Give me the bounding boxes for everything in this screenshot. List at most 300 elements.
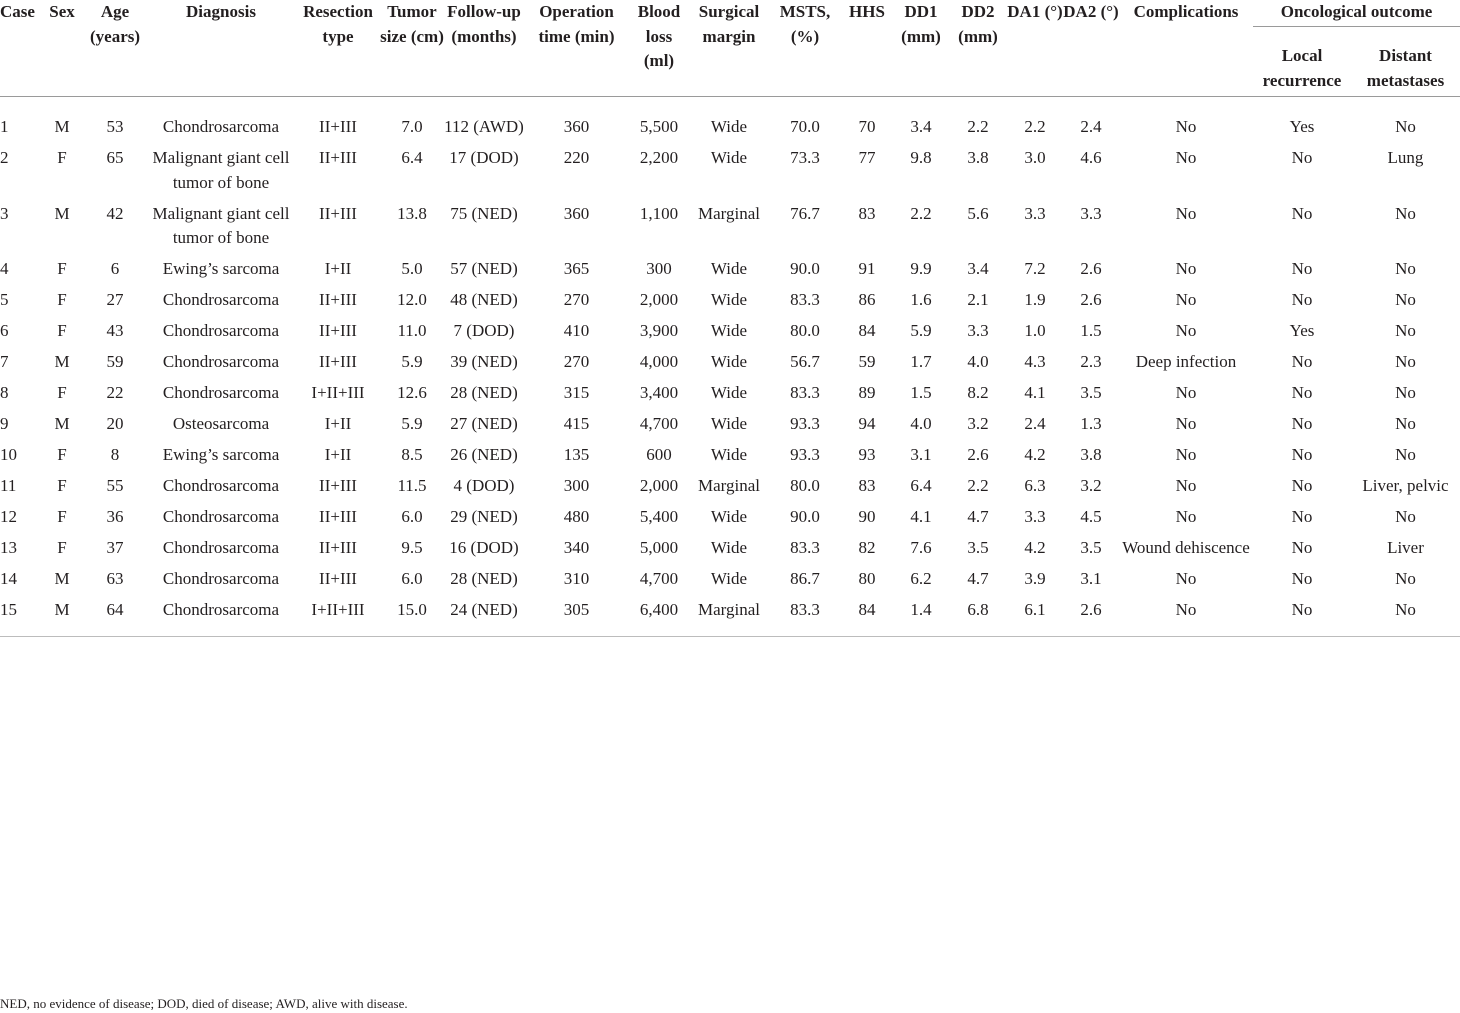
cell-tumor-size: 15.0 <box>380 598 444 636</box>
header-resection-type: Resection type <box>296 0 380 97</box>
header-case: Case <box>0 0 40 97</box>
cell-tumor-size: 6.0 <box>401 507 423 526</box>
cell-dd2: 2.6 <box>967 445 989 464</box>
cell-tumor-size: 12.0 <box>397 290 427 309</box>
cell-blood-loss: 300 <box>646 259 672 278</box>
cell-blood-loss: 3,400 <box>639 383 679 402</box>
cell-dd1: 6.2 <box>910 569 932 588</box>
cell-complications: No <box>1175 507 1197 526</box>
table-row <box>0 319 1460 350</box>
cell-local-recurrence: Yes <box>1289 117 1315 136</box>
cell-surgical-margin: Wide <box>710 569 748 588</box>
cell-sex: F <box>57 476 67 495</box>
cell-dd2: 4.7 <box>967 569 989 588</box>
cell-surgical-margin: Wide <box>710 321 748 340</box>
cell-operation-time: 270 <box>563 290 590 309</box>
cell-local-recurrence: No <box>1291 383 1313 402</box>
cell-case: 13 <box>0 538 17 557</box>
cell-dd1: 3.1 <box>910 445 932 464</box>
cell-distant-metastases: No <box>1395 569 1416 588</box>
cell-operation-time: 135 <box>563 445 590 464</box>
cell-tumor-size: 6.0 <box>401 569 423 588</box>
cell-follow-up: 26 (NED) <box>450 445 518 464</box>
cell-operation-time: 340 <box>563 538 590 557</box>
header-tumor-size: Tumor size (cm) <box>380 0 444 97</box>
cell-surgical-margin: Wide <box>710 538 748 557</box>
cell-diagnosis: Chondrosarcoma <box>162 117 280 136</box>
cell-resection-type: I+II <box>324 445 352 464</box>
cell-da2: 3.3 <box>1080 203 1102 223</box>
header-diagnosis: Diagnosis <box>146 0 296 97</box>
cell-complications: Wound dehiscence <box>1122 538 1250 557</box>
cell-local-recurrence: No <box>1253 598 1351 636</box>
cell-hhs: 91 <box>858 259 876 278</box>
cell-distant-metastases: No <box>1395 414 1416 433</box>
cell-da2: 3.8 <box>1080 445 1102 464</box>
cell-da2: 1.3 <box>1080 414 1102 433</box>
cell-dd2: 3.5 <box>967 538 989 557</box>
header-oncological-outcome: Oncological outcome <box>1253 0 1460 27</box>
cell-dd2: 8.2 <box>967 383 989 402</box>
table-row <box>0 257 1460 288</box>
cell-case: 6 <box>0 321 9 340</box>
cell-sex: M <box>40 598 84 636</box>
cell-sex: M <box>54 414 70 433</box>
cell-surgical-margin: Marginal <box>697 476 760 495</box>
cell-dd2: 3.3 <box>967 321 989 340</box>
cell-msts: 83.3 <box>769 598 841 636</box>
cell-complications: No <box>1175 148 1197 167</box>
cell-surgical-margin: Wide <box>710 414 748 433</box>
cell-da1: 4.2 <box>1024 445 1046 464</box>
cell-resection-type: II+III <box>319 476 357 495</box>
table-row <box>0 474 1460 505</box>
header-complications: Complications <box>1119 0 1253 97</box>
cell-distant-metastases: No <box>1395 290 1416 309</box>
cell-complications: No <box>1175 383 1197 402</box>
cell-da2: 2.6 <box>1080 290 1102 309</box>
cell-msts: 83.3 <box>790 383 820 402</box>
cell-distant-metastases: No <box>1395 117 1416 136</box>
cell-complications: No <box>1175 445 1197 464</box>
cell-sex: F <box>57 383 67 402</box>
cell-distant-metastases: No <box>1395 507 1416 526</box>
cell-complications: No <box>1175 290 1197 309</box>
cell-case: 9 <box>0 414 9 433</box>
cell-diagnosis: Chondrosarcoma <box>162 476 280 495</box>
cell-case: 1 <box>0 117 9 136</box>
table-row <box>0 146 1460 202</box>
cell-da2: 1.5 <box>1080 321 1102 340</box>
cell-case: 5 <box>0 290 9 309</box>
cell-distant-metastases: No <box>1351 598 1460 636</box>
cell-dd2: 4.0 <box>967 352 989 371</box>
cell-hhs: 90 <box>858 507 876 526</box>
cell-age: 55 <box>106 476 124 495</box>
cell-blood-loss: 600 <box>646 445 672 464</box>
cell-dd1: 1.6 <box>910 290 932 309</box>
cell-resection-type: I+II+III <box>296 598 380 636</box>
cell-blood-loss: 4,000 <box>639 352 679 371</box>
cell-da1: 2.2 <box>1024 117 1046 136</box>
header-dd1: DD1 (mm) <box>893 0 949 97</box>
cell-local-recurrence: No <box>1291 259 1313 278</box>
header-blood-loss: Blood loss (ml) <box>629 0 689 97</box>
cell-da2: 3.5 <box>1080 383 1102 402</box>
cell-operation-time: 300 <box>563 476 590 495</box>
cell-dd1: 1.7 <box>910 352 932 371</box>
cell-follow-up: 48 (NED) <box>450 290 518 309</box>
cell-hhs: 80 <box>858 569 876 588</box>
cell-operation-time: 360 <box>563 203 590 223</box>
cell-resection-type: II+III <box>319 507 357 526</box>
cell-distant-metastases: No <box>1395 259 1416 278</box>
cell-surgical-margin: Marginal <box>689 598 769 636</box>
table-row <box>0 567 1460 598</box>
cell-age: 37 <box>106 538 124 557</box>
cell-complications: No <box>1175 569 1197 588</box>
cell-blood-loss: 3,900 <box>639 321 679 340</box>
cell-msts: 56.7 <box>790 352 820 371</box>
cell-dd1: 2.2 <box>910 203 932 223</box>
cell-msts: 86.7 <box>790 569 820 588</box>
cell-dd2: 2.1 <box>967 290 989 309</box>
cell-sex: M <box>54 117 70 136</box>
cell-da2: 3.1 <box>1080 569 1102 588</box>
header-local-recurrence: Local recurrence <box>1253 27 1351 97</box>
cell-follow-up: 57 (NED) <box>450 259 518 278</box>
cell-age: 27 <box>106 290 124 309</box>
cell-follow-up: 17 (DOD) <box>449 148 519 167</box>
header-surgical-margin: Surgical margin <box>689 0 769 97</box>
cell-sex: F <box>57 148 67 167</box>
cell-diagnosis: Chondrosarcoma <box>162 569 280 588</box>
header-dd2: DD2 (mm) <box>949 0 1007 97</box>
cell-distant-metastases: No <box>1395 203 1416 223</box>
cell-complications: No <box>1175 259 1197 278</box>
cell-hhs: 93 <box>858 445 876 464</box>
table-row <box>0 288 1460 319</box>
cell-da1: 4.1 <box>1024 383 1046 402</box>
cell-msts: 90.0 <box>790 259 820 278</box>
cell-case: 15 <box>0 598 40 636</box>
cell-tumor-size: 13.8 <box>397 203 427 223</box>
cell-hhs: 94 <box>858 414 876 433</box>
cell-da2: 2.6 <box>1063 598 1119 636</box>
table-row <box>0 381 1460 412</box>
cell-da1: 3.3 <box>1024 507 1046 526</box>
cell-resection-type: I+II <box>324 259 352 278</box>
cell-dd2: 2.2 <box>967 117 989 136</box>
cell-case: 4 <box>0 259 9 278</box>
cell-complications: No <box>1175 414 1197 433</box>
cell-case: 12 <box>0 507 17 526</box>
header-distant-metastases: Distant metastases <box>1351 27 1460 97</box>
cell-case: 10 <box>0 445 17 464</box>
header-hhs: HHS <box>841 0 893 97</box>
table-row <box>0 598 1460 636</box>
cell-resection-type: II+III <box>319 148 357 167</box>
cell-surgical-margin: Wide <box>710 290 748 309</box>
cell-operation-time: 270 <box>563 352 590 371</box>
cell-sex: F <box>57 259 67 278</box>
cell-sex: M <box>54 569 70 588</box>
cell-operation-time: 480 <box>563 507 590 526</box>
cell-da1: 1.0 <box>1024 321 1046 340</box>
cell-dd1: 3.4 <box>910 117 932 136</box>
cell-surgical-margin: Wide <box>710 117 748 136</box>
cell-resection-type: II+III <box>319 117 357 136</box>
cell-age: 65 <box>106 148 124 167</box>
cell-msts: 70.0 <box>790 117 820 136</box>
cell-da1: 3.9 <box>1024 569 1046 588</box>
cell-tumor-size: 7.0 <box>401 117 423 136</box>
table-row <box>0 97 1460 147</box>
cell-age: 22 <box>106 383 124 402</box>
cell-local-recurrence: No <box>1291 507 1313 526</box>
table-body <box>0 97 1460 637</box>
cell-blood-loss: 4,700 <box>639 569 679 588</box>
cell-diagnosis: Chondrosarcoma <box>162 507 280 526</box>
cell-dd2: 3.2 <box>967 414 989 433</box>
cell-blood-loss: 5,000 <box>639 538 679 557</box>
cell-age: 36 <box>106 507 124 526</box>
cell-resection-type: I+II+III <box>311 383 365 402</box>
cell-diagnosis: Ewing’s sarcoma <box>162 259 280 278</box>
cell-resection-type: II+III <box>319 538 357 557</box>
cell-blood-loss: 5,400 <box>639 507 679 526</box>
cell-dd1: 9.9 <box>910 259 932 278</box>
cell-hhs: 83 <box>858 476 876 495</box>
cell-age: 20 <box>106 414 124 433</box>
cell-distant-metastases: Lung <box>1387 148 1424 167</box>
cell-surgical-margin: Wide <box>710 507 748 526</box>
cell-complications: Deep infection <box>1135 352 1237 371</box>
cell-msts: 83.3 <box>790 538 820 557</box>
cell-sex: M <box>54 203 70 223</box>
cell-diagnosis: Osteosarcoma <box>172 414 270 433</box>
cell-diagnosis: Chondrosarcoma <box>162 538 280 557</box>
cell-surgical-margin: Wide <box>710 352 748 371</box>
cell-dd1: 1.4 <box>893 598 949 636</box>
cell-age: 43 <box>106 321 124 340</box>
header-age: Age (years) <box>84 0 146 97</box>
cell-surgical-margin: Wide <box>710 445 748 464</box>
cell-age: 63 <box>106 569 124 588</box>
table-footnote: NED, no evidence of disease; DOD, died of disease; AWD, alive with disease. <box>0 996 408 1011</box>
cell-complications: No <box>1175 321 1197 340</box>
cell-local-recurrence: No <box>1291 538 1313 557</box>
cell-age: 59 <box>106 352 124 371</box>
cell-follow-up: 39 (NED) <box>450 352 518 371</box>
cell-diagnosis: Chondrosarcoma <box>162 383 280 402</box>
cell-surgical-margin: Wide <box>710 383 748 402</box>
cell-follow-up: 7 (DOD) <box>453 321 515 340</box>
cell-resection-type: II+III <box>319 352 357 371</box>
header-operation-time: Operation time (min) <box>524 0 629 97</box>
cell-da1: 6.3 <box>1024 476 1046 495</box>
cell-resection-type: II+III <box>319 203 357 223</box>
table-row <box>0 443 1460 474</box>
cell-case: 8 <box>0 383 9 402</box>
header-sex: Sex <box>40 0 84 97</box>
cell-msts: 73.3 <box>790 148 820 167</box>
cell-da2: 3.2 <box>1080 476 1102 495</box>
cell-dd2: 6.8 <box>949 598 1007 636</box>
cell-local-recurrence: No <box>1291 414 1313 433</box>
cell-diagnosis: Chondrosarcoma <box>162 352 280 371</box>
cell-blood-loss: 1,100 <box>639 203 679 223</box>
cell-tumor-size: 11.5 <box>397 476 427 495</box>
cell-operation-time: 365 <box>563 259 590 278</box>
cell-dd1: 4.1 <box>910 507 932 526</box>
cell-dd2: 2.2 <box>967 476 989 495</box>
cell-distant-metastases: No <box>1395 445 1416 464</box>
cell-case: 14 <box>0 569 17 588</box>
cell-surgical-margin: Marginal <box>697 203 760 223</box>
cell-blood-loss: 2,200 <box>639 148 679 167</box>
cell-sex: F <box>57 445 67 464</box>
cell-local-recurrence: No <box>1291 445 1313 464</box>
cell-dd1: 9.8 <box>910 148 932 167</box>
cell-da2: 4.6 <box>1080 148 1102 167</box>
cell-diagnosis: Chondrosarcoma <box>146 598 296 636</box>
cell-sex: F <box>57 321 67 340</box>
cell-age: 64 <box>84 598 146 636</box>
cell-complications: No <box>1175 203 1197 223</box>
cell-operation-time: 360 <box>563 117 590 136</box>
cell-tumor-size: 12.6 <box>397 383 427 402</box>
table-row <box>0 412 1460 443</box>
cell-follow-up: 27 (NED) <box>450 414 518 433</box>
cell-operation-time: 410 <box>563 321 590 340</box>
cell-hhs: 59 <box>858 352 876 371</box>
cell-distant-metastases: No <box>1395 383 1416 402</box>
cell-tumor-size: 6.4 <box>401 148 423 167</box>
cell-blood-loss: 5,500 <box>639 117 679 136</box>
cell-follow-up: 75 (NED) <box>450 203 518 223</box>
cell-blood-loss: 2,000 <box>639 290 679 309</box>
cell-diagnosis: Chondrosarcoma <box>162 290 280 309</box>
header-msts: MSTS, (%) <box>769 0 841 97</box>
cell-dd1: 5.9 <box>910 321 932 340</box>
cell-operation-time: 220 <box>563 148 590 167</box>
cell-follow-up: 28 (NED) <box>450 383 518 402</box>
cell-case: 3 <box>0 203 9 223</box>
cell-sex: M <box>54 352 70 371</box>
cell-da2: 4.5 <box>1080 507 1102 526</box>
table-row <box>0 350 1460 381</box>
cell-case: 2 <box>0 148 9 167</box>
cell-diagnosis: Ewing’s sarcoma <box>162 445 280 464</box>
cell-follow-up: 4 (DOD) <box>453 476 515 495</box>
cell-da1: 1.9 <box>1024 290 1046 309</box>
cell-hhs: 83 <box>858 203 876 223</box>
cell-hhs: 77 <box>858 148 876 167</box>
cell-distant-metastases: No <box>1395 352 1416 371</box>
cell-follow-up: 28 (NED) <box>450 569 518 588</box>
cell-follow-up: 29 (NED) <box>450 507 518 526</box>
cell-da1: 3.3 <box>1024 203 1046 223</box>
cell-da1: 4.3 <box>1024 352 1046 371</box>
header-follow-up: Follow-up (months) <box>444 0 524 97</box>
cell-diagnosis: Malignant giant cell tumor of bone <box>152 148 290 192</box>
cell-blood-loss: 6,400 <box>629 598 689 636</box>
cell-dd2: 3.4 <box>967 259 989 278</box>
cell-msts: 80.0 <box>790 321 820 340</box>
cell-local-recurrence: No <box>1291 148 1313 167</box>
cell-hhs: 84 <box>858 321 876 340</box>
cell-hhs: 86 <box>858 290 876 309</box>
cell-local-recurrence: No <box>1291 352 1313 371</box>
cell-age: 8 <box>110 445 120 464</box>
cell-hhs: 82 <box>858 538 876 557</box>
cell-tumor-size: 5.0 <box>401 259 423 278</box>
cell-age: 42 <box>106 203 124 223</box>
cell-da2: 3.5 <box>1080 538 1102 557</box>
cell-dd1: 7.6 <box>910 538 932 557</box>
cell-operation-time: 310 <box>563 569 590 588</box>
cell-sex: F <box>57 507 67 526</box>
cell-dd2: 4.7 <box>967 507 989 526</box>
cell-follow-up: 112 (AWD) <box>444 117 524 136</box>
cell-distant-metastases: Liver <box>1387 538 1424 557</box>
cell-local-recurrence: No <box>1291 476 1313 495</box>
cell-blood-loss: 2,000 <box>639 476 679 495</box>
cell-msts: 76.7 <box>790 203 820 223</box>
cell-blood-loss: 4,700 <box>639 414 679 433</box>
cell-distant-metastases: Liver, pelvic <box>1362 476 1449 495</box>
cell-hhs: 89 <box>858 383 876 402</box>
cell-msts: 83.3 <box>790 290 820 309</box>
cell-local-recurrence: No <box>1291 569 1313 588</box>
cell-msts: 93.3 <box>790 414 820 433</box>
cell-age: 6 <box>110 259 120 278</box>
cell-tumor-size: 8.5 <box>401 445 423 464</box>
cell-da2: 2.4 <box>1080 117 1102 136</box>
cell-da1: 6.1 <box>1007 598 1063 636</box>
cell-tumor-size: 9.5 <box>401 538 423 557</box>
cell-da2: 2.6 <box>1080 259 1102 278</box>
cell-dd1: 1.5 <box>910 383 932 402</box>
cell-diagnosis: Chondrosarcoma <box>162 321 280 340</box>
cell-da2: 2.3 <box>1080 352 1102 371</box>
cell-complications: No <box>1175 476 1197 495</box>
cell-da1: 3.0 <box>1024 148 1046 167</box>
cell-dd2: 5.6 <box>967 203 989 223</box>
cell-msts: 90.0 <box>790 507 820 526</box>
cell-complications: No <box>1175 117 1197 136</box>
cell-local-recurrence: No <box>1291 290 1313 309</box>
cell-operation-time: 415 <box>563 414 590 433</box>
cell-da1: 2.4 <box>1024 414 1046 433</box>
cell-age: 53 <box>106 117 124 136</box>
header-da2: DA2 (°) <box>1063 0 1119 97</box>
cell-surgical-margin: Wide <box>710 148 748 167</box>
cell-follow-up: 16 (DOD) <box>449 538 519 557</box>
cell-local-recurrence: No <box>1291 203 1313 223</box>
cell-dd1: 4.0 <box>910 414 932 433</box>
cell-hhs: 84 <box>841 598 893 636</box>
cell-da1: 7.2 <box>1024 259 1046 278</box>
table-row <box>0 202 1460 258</box>
cell-distant-metastases: No <box>1395 321 1416 340</box>
cell-msts: 80.0 <box>790 476 820 495</box>
cell-resection-type: II+III <box>319 321 357 340</box>
cell-tumor-size: 11.0 <box>397 321 427 340</box>
cell-local-recurrence: Yes <box>1289 321 1315 340</box>
header-da1: DA1 (°) <box>1007 0 1063 97</box>
